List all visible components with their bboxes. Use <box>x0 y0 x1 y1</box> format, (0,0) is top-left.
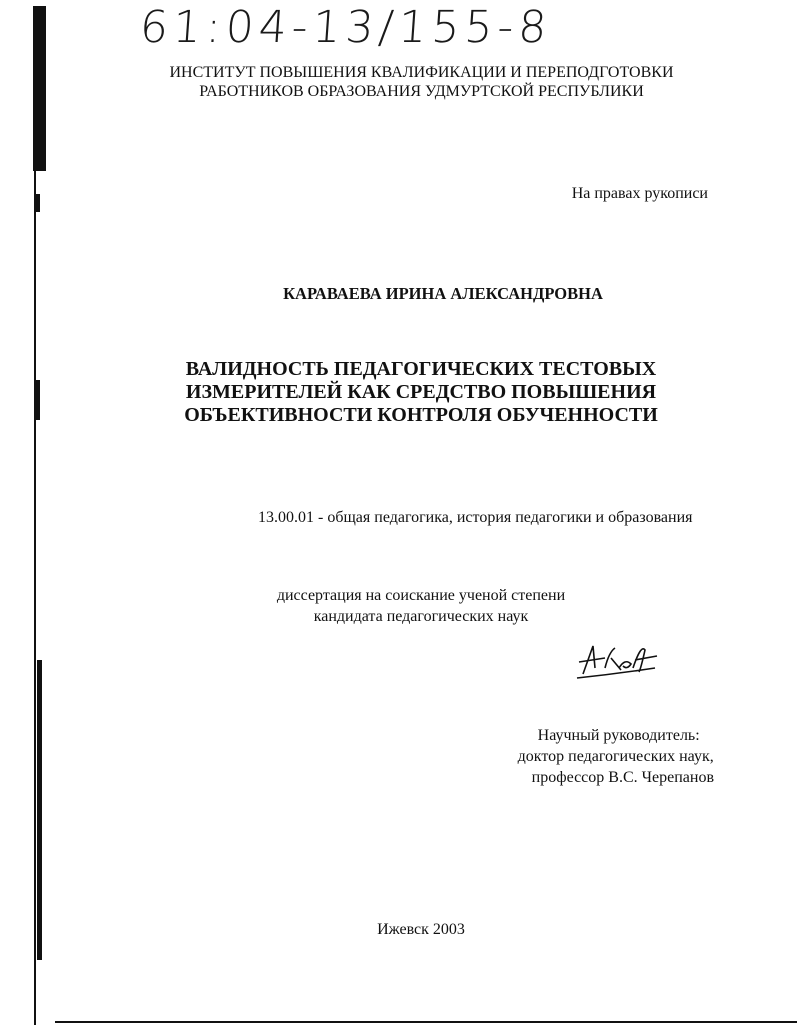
title-line: ИЗМЕРИТЕЛЕЙ КАК СРЕДСТВО ПОВЫШЕНИЯ <box>185 381 657 403</box>
archive-number-handwritten: 61:04-13/155-8 <box>138 2 554 53</box>
scan-bottom-edge <box>55 1021 797 1023</box>
scan-mark <box>37 660 42 960</box>
title-line: ОБЪЕКТИВНОСТИ КОНТРОЛЯ ОБУЧЕННОСТИ <box>184 404 658 426</box>
dissertation-title <box>0 358 797 427</box>
supervisor-degree: доктор педагогических наук, <box>517 748 714 765</box>
supervisor-name: профессор В.С. Черепанов <box>531 769 714 786</box>
institute-line: РАБОТНИКОВ ОБРАЗОВАНИЯ УДМУРТСКОЙ РЕСПУБЛИКИ <box>199 83 644 100</box>
supervisor-label: Научный руководитель: <box>537 727 700 744</box>
signature <box>575 638 670 683</box>
manuscript-note: На правах рукописи <box>571 185 708 202</box>
institute-name <box>0 63 797 101</box>
author-name: КАРАВАЕВА ИРИНА АЛЕКСАНДРОВНА <box>283 284 603 303</box>
degree <box>0 585 797 627</box>
degree-line: диссертация на соискание ученой степени <box>276 587 566 604</box>
supervisor-block <box>518 725 714 788</box>
city-year: Ижевск 2003 <box>377 921 465 938</box>
institute-line: ИНСТИТУТ ПОВЫШЕНИЯ КВАЛИФИКАЦИИ И ПЕРЕПОДГОТОВКИ <box>169 64 674 81</box>
title-line: ВАЛИДНОСТЬ ПЕДАГОГИЧЕСКИХ ТЕСТОВЫХ <box>185 358 657 380</box>
degree-line: кандидата педагогических наук <box>313 608 529 625</box>
scan-mark <box>34 194 40 212</box>
specialty: 13.00.01 - общая педагогика, история педагогики и образования <box>258 509 693 526</box>
